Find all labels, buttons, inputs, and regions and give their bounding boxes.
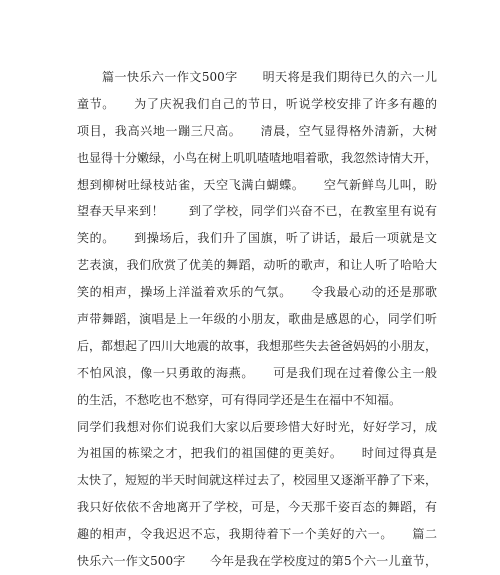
essay-line: 趣的相声，令我迟迟不忘，我期待着下一个美好的六一。 篇二: [77, 527, 437, 542]
essay-line: 太快了，短短的半天时间就这样过去了，校园里又逐渐平静了下来，: [77, 473, 438, 488]
essay-line: 笑的相声，操场上洋溢着欢乐的气氛。 令我最心动的还是那歌: [77, 285, 437, 300]
essay-line: 快乐六一作文500字 今年是我在学校度过的第5个六一儿童节，: [77, 554, 437, 569]
essay-line: 同学们我想对你们说我们大家以后要珍惜大好时光，好好学习，成: [77, 419, 437, 434]
essay-line: 也显得十分嫩绿，小鸟在树上叽叽喳喳地唱着歌，我忽然诗情大开，: [77, 150, 438, 165]
essay-line: 篇一快乐六一作文500字 明天将是我们期待已久的六一儿: [77, 70, 437, 84]
essay-line: 为祖国的栋梁之才，把我们的祖国健的更美好。 时间过得真是: [77, 446, 437, 461]
essay-line: 童节。 为了庆祝我们自己的节日，听说学校安排了许多有趣的: [77, 96, 437, 111]
essay-line: 笑的。 到操场后，我们升了国旗，听了讲话，最后一项就是文: [77, 231, 437, 246]
essay-line: 后，都想起了四川大地震的故事，我想那些失去爸爸妈妈的小朋友，: [77, 338, 438, 353]
essay-line: 项目，我高兴地一蹦三尺高。 清晨，空气显得格外清新，大树: [77, 123, 437, 138]
essay-line: 声带舞蹈，演唱是上一年级的小朋友，歌曲是感恩的心，同学们听: [77, 312, 437, 327]
essay-body: [77, 64, 437, 575]
essay-line: 的生活，不愁吃也不愁穿，可有得同学还是生在福中不知福。: [77, 392, 402, 407]
essay-line: 不怕风浪，像一只勇敢的海燕。 可是我们现在过着像公主一般: [77, 365, 437, 380]
essay-line: 想到柳树吐绿枝站雀，天空飞满白蝴蝶。 空气新鲜鸟儿叫，盼: [77, 177, 437, 192]
essay-line: 望春天早来到！ 到了学校，同学们兴奋不已，在教室里有说有: [77, 204, 437, 219]
essay-line: 艺表演，我们欣赏了优美的舞蹈，动听的歌声，和让人听了哈哈大: [77, 258, 437, 273]
essay-line: 我只好依依不舍地离开了学校，可是，今天那千姿百态的舞蹈，有: [77, 500, 437, 515]
